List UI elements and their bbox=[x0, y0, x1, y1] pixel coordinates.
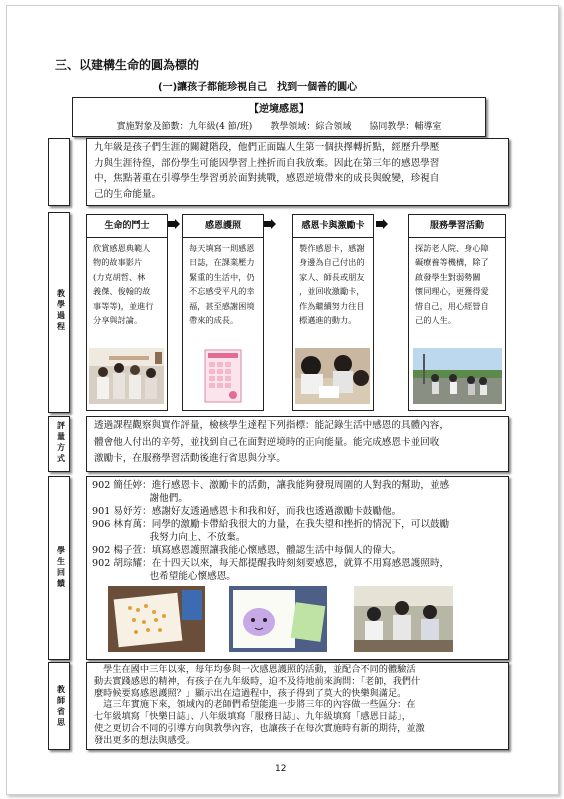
gratitude-card-photo bbox=[108, 586, 205, 652]
card-text: 欣賞感恩典範人 物的故事影片 (力克胡哲、林 義傑、俊翰的故 事等等)，並進行 分享與討論。 bbox=[93, 243, 154, 326]
assessment-box bbox=[86, 416, 509, 472]
card-gratitude-cards bbox=[292, 214, 374, 411]
course-title: 【逆境感恩】 bbox=[249, 104, 309, 115]
design-text: 九年級是孩子們生涯的關鍵階段，他們正面臨人生第一個抉擇轉折點，經歷升學壓 力與生涯待徨，部份學生可能因學習上挫折而自我放棄。因此在第三年的感恩學習 中，焦點著重在引導學生學習勇於面對挑戰，感恩逆境帶來的成長與蛻變，珍視自 己的生命能量。 bbox=[94, 142, 440, 200]
students-writing-photo bbox=[295, 348, 370, 404]
reflection-label: 教 師 省 思 bbox=[57, 684, 65, 727]
feedback-label: 學 生 回 饋 bbox=[57, 545, 65, 588]
card-gratitude-passport bbox=[182, 214, 264, 411]
course-info-line: 實施對象及節數：九年級(4 節/班) 教學領域：綜合領域 協同教學：輔導室 bbox=[116, 122, 442, 132]
card-service-learning bbox=[408, 214, 506, 411]
students-photo bbox=[354, 586, 453, 652]
outdoor-visit-photo bbox=[413, 348, 502, 404]
assessment-text: 透過課程觀察與實作評量，檢核學生達程下列指標：能記錄生活中感恩的具體內容， 體會他人付出的辛勞，並找到自己在面對逆境時的正向能量。能完成感恩卡並回收 激勵卡，在服務學習活動後進行省思與分享。 bbox=[94, 420, 449, 464]
card-text: 每天填寫一則感恩 日誌，在課業壓力 緊重的生活中，仍 不忘感受平凡的幸 福，甚至感謝困境 帶來的成長。 bbox=[189, 243, 255, 326]
design-box bbox=[86, 138, 509, 206]
card-title: 生命的鬥士 bbox=[87, 215, 167, 238]
drawing-photo bbox=[229, 586, 327, 652]
reflection-box bbox=[86, 662, 509, 750]
card-life-fighter bbox=[86, 214, 168, 411]
arrow-right-icon bbox=[264, 219, 276, 229]
card-text: 探訪老人院、身心障 礙療養等機構，除了 啟發學生對弱勢關 懷同理心，更獲得愛 惜自己，用心經營自 己的人生。 bbox=[415, 243, 489, 326]
process-label: 教 學 過 程 bbox=[57, 288, 65, 331]
arrow-right-icon bbox=[168, 219, 180, 229]
classroom-photo bbox=[89, 348, 164, 404]
design-label-box bbox=[48, 138, 70, 206]
card-text: 製作感恩卡，感謝 身邊為自己付出的 家人、師長或朋友 ，並回收激勵卡， 作為繼續努力往目 標邁進的動力。 bbox=[299, 243, 365, 326]
section-heading: 三、以建構生命的圓為標的 bbox=[55, 58, 200, 72]
page-number: 12 bbox=[275, 764, 287, 774]
card-title: 感恩護照 bbox=[183, 215, 263, 238]
course-info-box bbox=[72, 97, 486, 137]
reflection-text: 學生在國中三年以來，每年均參與一次感恩護照的活動，並配合不同的體驗活 動去實踐感恩的精神，有孩子在九年級時，迫不及待地前來詢問：「老師，我們什 麼時候要寫感恩護照？」顯示出在這過程中，孩子得到了莫大的快樂與滿足。 這三年實施下來，領域內的老師們希望能進一步將三年的內容做一些區分：在 七年級填寫「快樂日誌」、八年級填寫「服務日誌」、九年級填寫「感恩日誌」， 使之更切合不同的引導方向與教學內容，也讓孩子在每次實施時有新的期待，並激 發出更多的想法與感受。 bbox=[94, 664, 425, 746]
passport-photo bbox=[185, 348, 260, 404]
assessment-label: 評 量 方 式 bbox=[57, 420, 65, 463]
arrow-right-icon bbox=[376, 219, 388, 229]
card-title: 服務學習活動 bbox=[409, 215, 505, 238]
card-title: 感恩卡與激勵卡 bbox=[293, 215, 373, 238]
sub-heading: (一)讓孩子都能珍視自己 找到一個善的圓心 bbox=[158, 82, 358, 93]
